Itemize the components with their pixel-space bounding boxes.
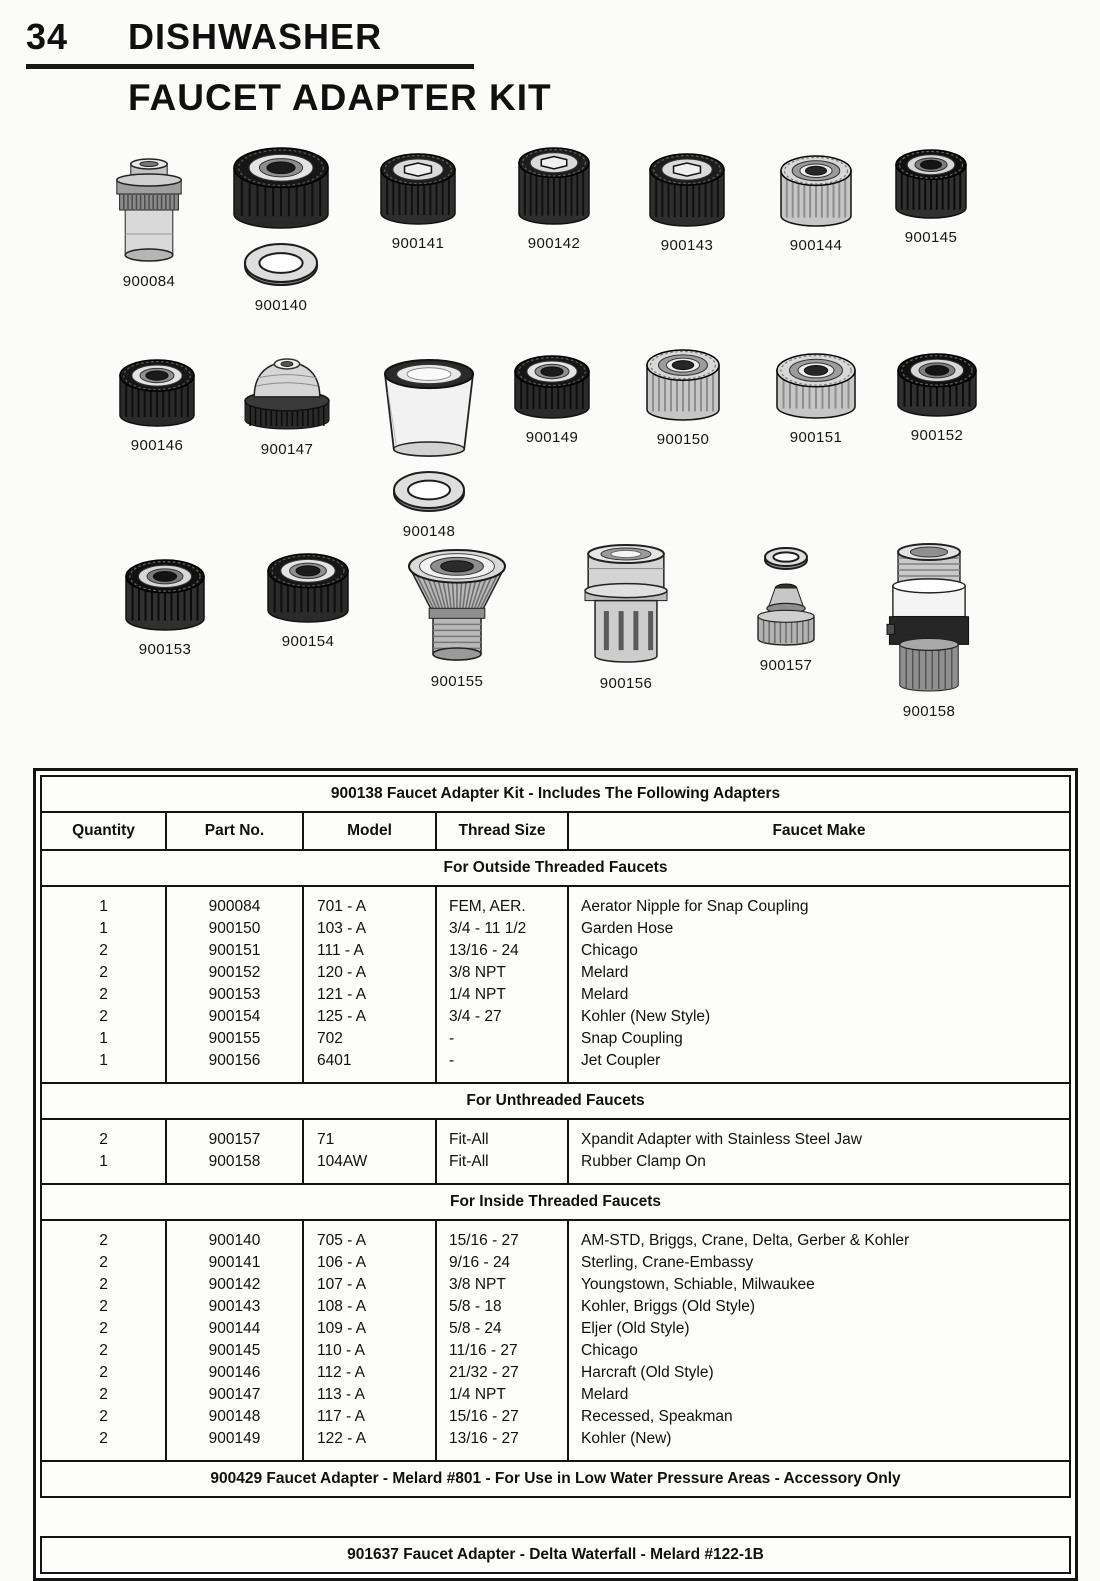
part-adapter-icon	[648, 152, 726, 228]
part-adapter-icon	[114, 156, 184, 264]
part-figure	[756, 544, 816, 674]
part-figure	[243, 350, 331, 458]
cell-faucet-make: Sterling, Crane-Embassy	[581, 1254, 754, 1271]
column-header: Quantity	[42, 813, 167, 849]
cell-quantity: 2	[99, 1430, 108, 1447]
cell-faucet-make: Kohler (New)	[581, 1430, 672, 1447]
cell-thread-size: 13/16 - 27	[449, 1430, 519, 1447]
column-part-no	[167, 887, 304, 1082]
column-part-no	[167, 1120, 304, 1183]
cell-faucet-make: Jet Coupler	[581, 1052, 661, 1069]
table-title: 900138 Faucet Adapter Kit - Includes The Following Adapters	[40, 775, 1071, 813]
cell-quantity: 2	[99, 1342, 108, 1359]
part-figure	[513, 354, 591, 446]
cell-quantity: 2	[99, 1276, 108, 1293]
cell-model: 106 - A	[317, 1254, 367, 1271]
cell-part-no: 900147	[208, 1386, 261, 1403]
cell-thread-size: 9/16 - 24	[449, 1254, 511, 1271]
part-figure	[407, 548, 507, 690]
part-figure	[266, 552, 350, 650]
cell-quantity: 2	[99, 986, 108, 1003]
cell-model: 701 - A	[317, 898, 367, 915]
cell-model: 702	[317, 1030, 343, 1047]
column-header: Thread Size	[437, 813, 569, 849]
column-header: Part No.	[167, 813, 304, 849]
cell-model: 104AW	[317, 1153, 368, 1170]
part-figure	[232, 146, 330, 314]
section-body	[40, 885, 1071, 1084]
cell-model: 103 - A	[317, 920, 367, 937]
section-body	[40, 1219, 1071, 1462]
cell-quantity: 2	[99, 1254, 108, 1271]
part-number-label: 900154	[281, 633, 335, 650]
cell-model: 107 - A	[317, 1276, 367, 1293]
cell-thread-size: 13/16 - 24	[449, 942, 519, 959]
part-figure	[114, 156, 184, 290]
part-number-label: 900149	[525, 429, 579, 446]
column-quantity	[42, 1221, 167, 1460]
cell-model: 109 - A	[317, 1320, 367, 1337]
page-subtitle: FAUCET ADAPTER KIT	[128, 77, 552, 118]
cell-part-no: 900158	[208, 1153, 261, 1170]
cell-model: 117 - A	[317, 1408, 365, 1425]
cell-part-no: 900156	[208, 1052, 261, 1069]
part-adapter-icon	[583, 544, 669, 666]
cell-model: 112 - A	[317, 1364, 365, 1381]
column-part-no	[167, 1221, 304, 1460]
column-header: Faucet Make	[772, 822, 866, 839]
cell-faucet-make: Snap Coupling	[581, 1030, 683, 1047]
part-adapter-icon	[379, 152, 457, 226]
cell-model: 113 - A	[317, 1386, 365, 1403]
cell-quantity: 1	[99, 1052, 108, 1069]
cell-model: 122 - A	[317, 1430, 367, 1447]
cell-part-no: 900148	[208, 1408, 261, 1425]
part-figure	[379, 152, 457, 252]
column-thread-size	[437, 1221, 569, 1460]
cell-thread-size: 3/8 NPT	[449, 1276, 506, 1293]
cell-part-no: 900145	[208, 1342, 261, 1359]
part-adapter-icon	[779, 154, 853, 228]
cell-model: 125 - A	[317, 1008, 367, 1025]
column-thread-size	[437, 1120, 569, 1183]
part-adapter-icon	[756, 582, 816, 648]
part-figure	[517, 146, 591, 252]
cell-quantity: 1	[99, 1153, 108, 1170]
cell-quantity: 2	[99, 942, 108, 959]
cell-quantity: 2	[99, 1008, 108, 1025]
part-adapter-icon	[124, 558, 206, 632]
part-figure	[645, 348, 721, 448]
cell-faucet-make: Melard	[581, 1386, 629, 1403]
column-faucet-make	[569, 1221, 1069, 1460]
cell-part-no: 900153	[208, 986, 261, 1003]
part-number-label: 900084	[122, 273, 176, 290]
cell-faucet-make: AM-STD, Briggs, Crane, Delta, Gerber & Kohler	[581, 1232, 910, 1249]
section-heading: For Outside Threaded Faucets	[40, 849, 1071, 887]
cell-thread-size: 15/16 - 27	[449, 1232, 519, 1249]
cell-part-no: 900141	[208, 1254, 261, 1271]
cell-thread-size: 1/4 NPT	[449, 986, 506, 1003]
part-adapter-icon	[517, 146, 591, 226]
cell-model: 108 - A	[317, 1298, 367, 1315]
column-faucet-make	[569, 887, 1069, 1082]
cell-part-no: 900084	[208, 898, 261, 915]
part-adapter-icon	[243, 350, 331, 432]
column-model	[304, 887, 437, 1082]
cell-thread-size: 11/16 - 27	[449, 1342, 518, 1359]
cell-thread-size: Fit-All	[449, 1131, 489, 1148]
parts-table	[33, 768, 1078, 1581]
part-adapter-icon	[266, 552, 350, 624]
part-number-label: 900147	[260, 441, 314, 458]
part-adapter-icon	[242, 240, 320, 288]
cell-part-no: 900142	[208, 1276, 261, 1293]
cell-quantity: 2	[99, 1320, 108, 1337]
part-figure	[383, 358, 475, 540]
column-faucet-make	[569, 1120, 1069, 1183]
part-adapter-icon	[775, 352, 857, 420]
cell-quantity: 2	[99, 964, 108, 981]
column-model	[304, 1221, 437, 1460]
cell-faucet-make: Eljer (Old Style)	[581, 1320, 690, 1337]
cell-thread-size: 3/4 - 27	[449, 1008, 502, 1025]
cell-thread-size: FEM, AER.	[449, 898, 526, 915]
cell-quantity: 2	[99, 1408, 108, 1425]
column-model	[304, 1120, 437, 1183]
part-number-label: 900153	[138, 641, 192, 658]
part-number-label: 900145	[904, 229, 958, 246]
parts-illustrations	[0, 16, 1100, 761]
table-header-row	[40, 811, 1071, 851]
part-number-label: 900155	[430, 673, 484, 690]
part-number-label: 900141	[391, 235, 445, 252]
part-adapter-icon	[894, 148, 968, 220]
cell-quantity: 2	[99, 1131, 108, 1148]
part-figure	[894, 148, 968, 246]
part-figure	[896, 352, 978, 444]
part-adapter-icon	[118, 358, 196, 428]
cell-model: 110 - A	[317, 1342, 365, 1359]
part-adapter-icon	[232, 146, 330, 230]
part-number-label: 900158	[902, 703, 956, 720]
part-number-label: 900146	[130, 437, 184, 454]
cell-part-no: 900154	[208, 1008, 261, 1025]
cell-faucet-make: Chicago	[581, 1342, 638, 1359]
cell-thread-size: -	[449, 1052, 455, 1069]
cell-thread-size: 1/4 NPT	[449, 1386, 506, 1403]
cell-model: 6401	[317, 1052, 352, 1069]
cell-model: 111 - A	[317, 942, 364, 959]
cell-faucet-make: Youngstown, Schiable, Milwaukee	[581, 1276, 815, 1293]
cell-part-no: 900150	[208, 920, 261, 937]
page-number: 34	[26, 16, 69, 57]
part-figure	[583, 544, 669, 692]
cell-model: 120 - A	[317, 964, 367, 981]
part-adapter-icon	[407, 548, 507, 664]
cell-quantity: 2	[99, 1232, 108, 1249]
part-number-label: 900143	[660, 237, 714, 254]
part-number-label: 900152	[910, 427, 964, 444]
part-number-label: 900142	[527, 235, 581, 252]
part-adapter-icon	[645, 348, 721, 422]
cell-thread-size: 15/16 - 27	[449, 1408, 519, 1425]
cell-faucet-make: Melard	[581, 964, 629, 981]
part-adapter-icon	[513, 354, 591, 420]
part-figure	[779, 154, 853, 254]
column-header: Model	[304, 813, 437, 849]
part-number-label: 900157	[759, 657, 813, 674]
footnote-accessory: 900429 Faucet Adapter - Melard #801 - For Use in Low Water Pressure Areas - Accessory Only	[40, 1460, 1071, 1498]
part-number-label: 900150	[656, 431, 710, 448]
cell-part-no: 900149	[208, 1430, 261, 1447]
cell-part-no: 900155	[208, 1030, 261, 1047]
cell-quantity: 1	[99, 898, 108, 915]
part-figure	[775, 352, 857, 446]
footnote-delta-waterfall: 901637 Faucet Adapter - Delta Waterfall - Melard #122-1B	[40, 1536, 1071, 1574]
cell-part-no: 900151	[208, 942, 261, 959]
cell-faucet-make: Xpandit Adapter with Stainless Steel Jaw	[581, 1131, 862, 1148]
part-adapter-icon	[383, 358, 475, 458]
cell-part-no: 900143	[208, 1298, 261, 1315]
cell-model: 705 - A	[317, 1232, 367, 1249]
cell-faucet-make: Melard	[581, 986, 629, 1003]
part-adapter-icon	[391, 468, 467, 514]
part-number-label: 900148	[402, 523, 456, 540]
cell-faucet-make: Rubber Clamp On	[581, 1153, 706, 1170]
cell-part-no: 900152	[208, 964, 261, 981]
cell-thread-size: 3/8 NPT	[449, 964, 506, 981]
part-number-label: 900140	[254, 297, 308, 314]
cell-quantity: 1	[99, 1030, 108, 1047]
part-number-label: 900144	[789, 237, 843, 254]
cell-thread-size: 3/4 - 11 1/2	[449, 920, 527, 937]
section-heading: For Inside Threaded Faucets	[40, 1183, 1071, 1221]
cell-model: 71	[317, 1131, 335, 1148]
cell-model: 121 - A	[317, 986, 367, 1003]
cell-faucet-make: Recessed, Speakman	[581, 1408, 733, 1425]
part-adapter-icon	[762, 544, 810, 572]
part-adapter-icon	[886, 540, 972, 694]
part-figure	[648, 152, 726, 254]
cell-faucet-make: Garden Hose	[581, 920, 674, 937]
part-figure	[886, 540, 972, 720]
cell-faucet-make: Harcraft (Old Style)	[581, 1364, 714, 1381]
column-quantity	[42, 887, 167, 1082]
cell-part-no: 900146	[208, 1364, 261, 1381]
part-figure	[124, 558, 206, 658]
page-title: DISHWASHER	[128, 16, 383, 57]
cell-faucet-make: Kohler (New Style)	[581, 1008, 711, 1025]
column-thread-size	[437, 887, 569, 1082]
cell-thread-size: Fit-All	[449, 1153, 489, 1170]
cell-quantity: 2	[99, 1364, 108, 1381]
section-heading: For Unthreaded Faucets	[40, 1082, 1071, 1120]
cell-thread-size: 5/8 - 18	[449, 1298, 502, 1315]
cell-quantity: 1	[99, 920, 108, 937]
part-figure	[118, 358, 196, 454]
column-quantity	[42, 1120, 167, 1183]
cell-quantity: 2	[99, 1386, 108, 1403]
cell-faucet-make: Aerator Nipple for Snap Coupling	[581, 898, 809, 915]
cell-part-no: 900144	[208, 1320, 261, 1337]
cell-part-no: 900157	[208, 1131, 261, 1148]
part-adapter-icon	[896, 352, 978, 418]
part-number-label: 900151	[789, 429, 843, 446]
part-number-label: 900156	[599, 675, 653, 692]
cell-part-no: 900140	[208, 1232, 261, 1249]
cell-quantity: 2	[99, 1298, 108, 1315]
cell-thread-size: -	[449, 1030, 455, 1047]
cell-faucet-make: Kohler, Briggs (Old Style)	[581, 1298, 756, 1315]
cell-faucet-make: Chicago	[581, 942, 638, 959]
section-body	[40, 1118, 1071, 1185]
cell-thread-size: 21/32 - 27	[449, 1364, 519, 1381]
cell-thread-size: 5/8 - 24	[449, 1320, 502, 1337]
